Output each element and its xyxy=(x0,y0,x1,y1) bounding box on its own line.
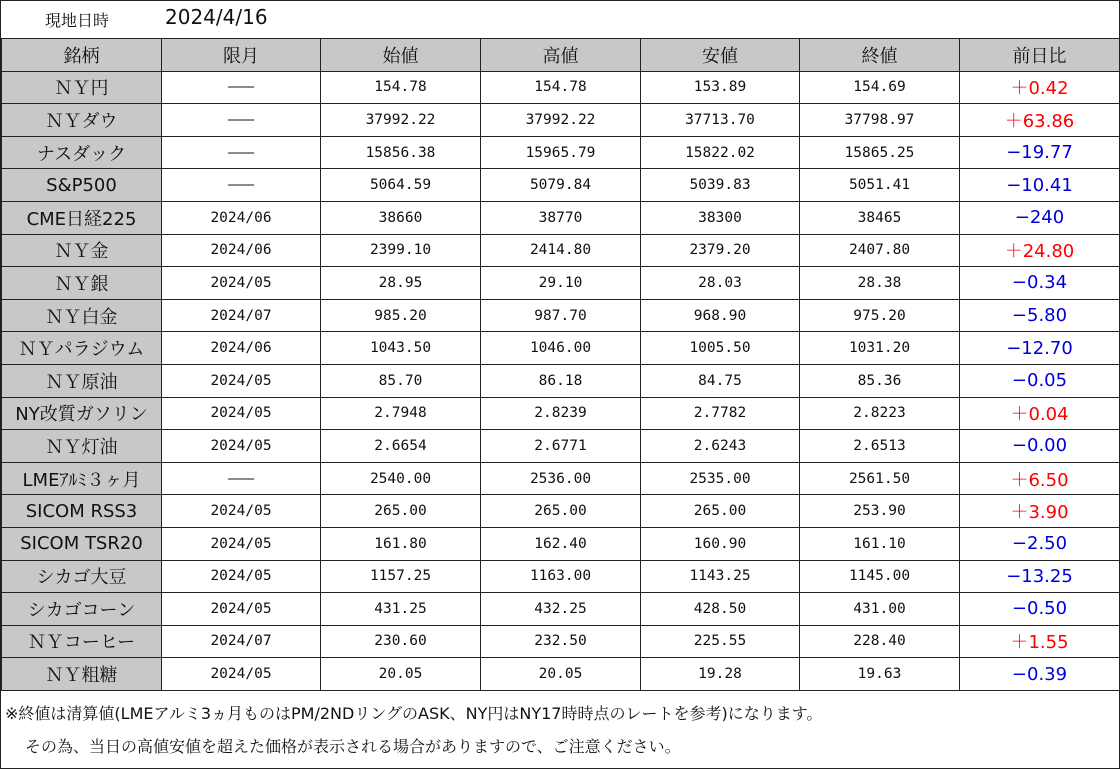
cell-change: ＋3.90 xyxy=(960,495,1120,528)
cell-change: ＋0.04 xyxy=(960,397,1120,430)
table-body xyxy=(2,71,1120,690)
cell-open: 1157.25 xyxy=(321,560,481,593)
column-header-close: 終値 xyxy=(800,39,960,72)
cell-month: 2024/05 xyxy=(162,560,321,593)
cell-name: ＮＹ粗糖 xyxy=(2,658,162,691)
cell-change: −0.00 xyxy=(960,430,1120,463)
cell-name: ＮＹ白金 xyxy=(2,299,162,332)
cell-month: ——— xyxy=(162,71,321,104)
table-row xyxy=(2,430,1120,463)
cell-low: 160.90 xyxy=(641,527,800,560)
table-row xyxy=(2,136,1120,169)
cell-change: −2.50 xyxy=(960,527,1120,560)
cell-high: 2536.00 xyxy=(481,462,641,495)
cell-open: 230.60 xyxy=(321,625,481,658)
cell-month: 2024/05 xyxy=(162,527,321,560)
cell-open: 2540.00 xyxy=(321,462,481,495)
column-header-open: 始値 xyxy=(321,39,481,72)
cell-high: 2.6771 xyxy=(481,430,641,463)
table-row xyxy=(2,104,1120,137)
cell-open: 2399.10 xyxy=(321,234,481,267)
cell-change: ＋24.80 xyxy=(960,234,1120,267)
cell-high: 15965.79 xyxy=(481,136,641,169)
cell-low: 1143.25 xyxy=(641,560,800,593)
cell-month: 2024/06 xyxy=(162,201,321,234)
cell-high: 162.40 xyxy=(481,527,641,560)
cell-name: シカゴコーン xyxy=(2,593,162,626)
cell-name: SICOM RSS3 xyxy=(2,495,162,528)
cell-high: 37992.22 xyxy=(481,104,641,137)
footnote-1: ※終値は清算値(LMEアルミ3ヵ月ものはPM/2NDリングのASK、NY円はNY17時時点のレートを参考)になります。 xyxy=(5,704,823,723)
cell-open: 431.25 xyxy=(321,593,481,626)
cell-close: 37798.97 xyxy=(800,104,960,137)
cell-high: 1163.00 xyxy=(481,560,641,593)
cell-name: ＮＹ銀 xyxy=(2,267,162,300)
cell-open: 985.20 xyxy=(321,299,481,332)
cell-close: 2407.80 xyxy=(800,234,960,267)
cell-month: 2024/07 xyxy=(162,299,321,332)
cell-high: 1046.00 xyxy=(481,332,641,365)
cell-change: ＋63.86 xyxy=(960,104,1120,137)
cell-close: 1031.20 xyxy=(800,332,960,365)
cell-low: 19.28 xyxy=(641,658,800,691)
cell-change: −0.05 xyxy=(960,364,1120,397)
cell-name: ＮＹダウ xyxy=(2,104,162,137)
cell-month: ——— xyxy=(162,136,321,169)
cell-open: 2.6654 xyxy=(321,430,481,463)
cell-month: ——— xyxy=(162,104,321,137)
cell-low: 1005.50 xyxy=(641,332,800,365)
cell-low: 84.75 xyxy=(641,364,800,397)
cell-month: 2024/06 xyxy=(162,332,321,365)
cell-month: 2024/07 xyxy=(162,625,321,658)
cell-change: −0.34 xyxy=(960,267,1120,300)
cell-open: 85.70 xyxy=(321,364,481,397)
cell-change: ＋1.55 xyxy=(960,625,1120,658)
cell-close: 253.90 xyxy=(800,495,960,528)
cell-change: −12.70 xyxy=(960,332,1120,365)
cell-name: ＮＹ原油 xyxy=(2,364,162,397)
cell-close: 154.69 xyxy=(800,71,960,104)
cell-close: 85.36 xyxy=(800,364,960,397)
cell-close: 15865.25 xyxy=(800,136,960,169)
cell-open: 37992.22 xyxy=(321,104,481,137)
cell-month: 2024/05 xyxy=(162,397,321,430)
cell-month: 2024/06 xyxy=(162,234,321,267)
cell-open: 161.80 xyxy=(321,527,481,560)
table-row xyxy=(2,299,1120,332)
cell-high: 38770 xyxy=(481,201,641,234)
cell-change: ＋0.42 xyxy=(960,71,1120,104)
table-row xyxy=(2,397,1120,430)
cell-month: ——— xyxy=(162,462,321,495)
cell-month: 2024/05 xyxy=(162,364,321,397)
cell-close: 19.63 xyxy=(800,658,960,691)
cell-close: 161.10 xyxy=(800,527,960,560)
cell-close: 38465 xyxy=(800,201,960,234)
cell-open: 265.00 xyxy=(321,495,481,528)
cell-name: SICOM TSR20 xyxy=(2,527,162,560)
cell-high: 29.10 xyxy=(481,267,641,300)
table-row xyxy=(2,658,1120,691)
cell-change: −0.50 xyxy=(960,593,1120,626)
cell-open: 1043.50 xyxy=(321,332,481,365)
cell-name: ＮＹコーヒー xyxy=(2,625,162,658)
cell-change: −10.41 xyxy=(960,169,1120,202)
cell-low: 968.90 xyxy=(641,299,800,332)
cell-change: −13.25 xyxy=(960,560,1120,593)
cell-high: 265.00 xyxy=(481,495,641,528)
cell-high: 20.05 xyxy=(481,658,641,691)
cell-close: 431.00 xyxy=(800,593,960,626)
cell-close: 228.40 xyxy=(800,625,960,658)
cell-name: ＮＹ灯油 xyxy=(2,430,162,463)
table-row xyxy=(2,527,1120,560)
cell-high: 154.78 xyxy=(481,71,641,104)
cell-open: 15856.38 xyxy=(321,136,481,169)
cell-change: ＋6.50 xyxy=(960,462,1120,495)
cell-name: ＮＹパラジウム xyxy=(2,332,162,365)
table-row xyxy=(2,267,1120,300)
cell-close: 975.20 xyxy=(800,299,960,332)
column-header-high: 高値 xyxy=(481,39,641,72)
cell-close: 1145.00 xyxy=(800,560,960,593)
cell-low: 38300 xyxy=(641,201,800,234)
table-header-row xyxy=(2,39,1120,72)
table-row xyxy=(2,234,1120,267)
date-label: 現地日時 xyxy=(45,11,110,30)
cell-close: 2561.50 xyxy=(800,462,960,495)
cell-name: ナスダック xyxy=(2,136,162,169)
cell-low: 428.50 xyxy=(641,593,800,626)
table-row xyxy=(2,201,1120,234)
table-row xyxy=(2,495,1120,528)
cell-close: 2.6513 xyxy=(800,430,960,463)
cell-open: 2.7948 xyxy=(321,397,481,430)
cell-month: ——— xyxy=(162,169,321,202)
cell-name: S&P500 xyxy=(2,169,162,202)
cell-low: 5039.83 xyxy=(641,169,800,202)
cell-name: シカゴ大豆 xyxy=(2,560,162,593)
cell-open: 38660 xyxy=(321,201,481,234)
table-row xyxy=(2,593,1120,626)
cell-open: 154.78 xyxy=(321,71,481,104)
cell-high: 2.8239 xyxy=(481,397,641,430)
cell-name: LMEｱﾙﾐ３ヶ月 xyxy=(2,462,162,495)
table-row xyxy=(2,625,1120,658)
cell-close: 5051.41 xyxy=(800,169,960,202)
cell-name: ＮＹ円 xyxy=(2,71,162,104)
cell-open: 28.95 xyxy=(321,267,481,300)
cell-low: 2535.00 xyxy=(641,462,800,495)
cell-high: 2414.80 xyxy=(481,234,641,267)
table-row xyxy=(2,169,1120,202)
cell-low: 37713.70 xyxy=(641,104,800,137)
cell-low: 265.00 xyxy=(641,495,800,528)
column-header-month: 限月 xyxy=(162,39,321,72)
cell-low: 225.55 xyxy=(641,625,800,658)
table-row xyxy=(2,332,1120,365)
cell-month: 2024/05 xyxy=(162,658,321,691)
date-value: 2024/4/16 xyxy=(165,5,268,29)
market-table xyxy=(1,38,1120,691)
table-row xyxy=(2,71,1120,104)
column-header-low: 安値 xyxy=(641,39,800,72)
cell-open: 20.05 xyxy=(321,658,481,691)
cell-low: 2379.20 xyxy=(641,234,800,267)
cell-change: −19.77 xyxy=(960,136,1120,169)
cell-change: −0.39 xyxy=(960,658,1120,691)
cell-low: 2.6243 xyxy=(641,430,800,463)
cell-change: −5.80 xyxy=(960,299,1120,332)
column-header-name: 銘柄 xyxy=(2,39,162,72)
cell-close: 28.38 xyxy=(800,267,960,300)
cell-high: 5079.84 xyxy=(481,169,641,202)
cell-month: 2024/05 xyxy=(162,267,321,300)
table-row xyxy=(2,560,1120,593)
cell-high: 987.70 xyxy=(481,299,641,332)
date-row xyxy=(1,1,1119,37)
cell-low: 153.89 xyxy=(641,71,800,104)
cell-high: 86.18 xyxy=(481,364,641,397)
cell-high: 432.25 xyxy=(481,593,641,626)
cell-open: 5064.59 xyxy=(321,169,481,202)
cell-change: −240 xyxy=(960,201,1120,234)
column-header-change: 前日比 xyxy=(960,39,1120,72)
cell-month: 2024/05 xyxy=(162,430,321,463)
cell-low: 28.03 xyxy=(641,267,800,300)
cell-low: 2.7782 xyxy=(641,397,800,430)
cell-name: ＮＹ金 xyxy=(2,234,162,267)
cell-name: CME日経225 xyxy=(2,201,162,234)
cell-low: 15822.02 xyxy=(641,136,800,169)
cell-month: 2024/05 xyxy=(162,495,321,528)
cell-name: NY改質ガソリン xyxy=(2,397,162,430)
cell-high: 232.50 xyxy=(481,625,641,658)
cell-month: 2024/05 xyxy=(162,593,321,626)
cell-close: 2.8223 xyxy=(800,397,960,430)
table-row xyxy=(2,364,1120,397)
table-row xyxy=(2,462,1120,495)
footnote-2: その為、当日の高値安値を超えた価格が表示される場合がありますので、ご注意ください。 xyxy=(25,737,681,756)
